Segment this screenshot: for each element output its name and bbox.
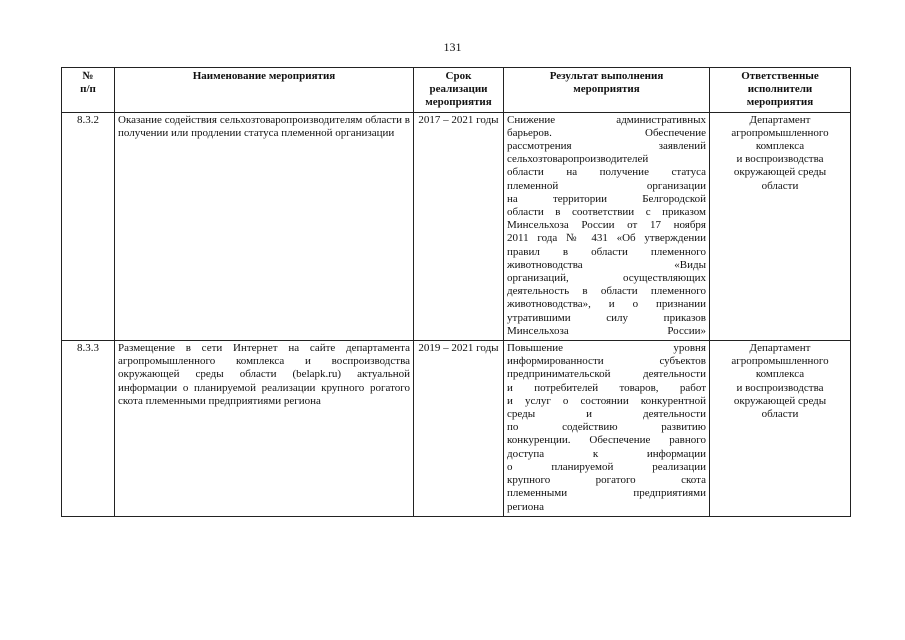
header-result-line: Результат выполнения — [549, 70, 664, 82]
table-row — [62, 341, 851, 517]
row-number: 8.3.2 — [62, 112, 115, 340]
page-number: 131 — [443, 40, 462, 54]
activity-responsible: Департамент агропромышленного комплекса и воспроизводства окружающей среды области — [710, 341, 851, 517]
header-term-line: реализации — [429, 83, 488, 96]
activity-result: Повышение уровня информированности субъектов предпринимательской деятельности и потребителей товаров, работ и услуг о состоянии конкурентной среды и деятельности по содействию развитию конкуренции. Обеспечение равного доступа к информации о планируемой реализации крупного рогатого скота племенными предприятиями региона — [504, 341, 710, 517]
header-responsible-line: исполнители — [747, 83, 813, 96]
header-term — [414, 68, 504, 113]
table-row — [62, 112, 851, 340]
activities-table — [61, 67, 851, 517]
header-num-line: № — [82, 70, 94, 82]
header-name-line: Наименование мероприятия — [192, 70, 336, 82]
activity-responsible: Департамент агропромышленного комплекса и воспроизводства окружающей среды области — [710, 112, 851, 340]
activity-result: Снижение административных барьеров. Обеспечение рассмотрения заявлений сельхозтоваропроизводителей области на получение статуса племенной организации на территории Белгородской области в соответствии с приказом Минсельхоза России от 17 ноября 2011 года № 431 «Об утверждении правил в области племенного животноводства «Виды организаций, осуществляющих деятельность в области племенного животноводства», и о признании утратившими силу приказов Минсельхоза России» — [504, 112, 710, 340]
header-responsible-line: Ответственные — [741, 70, 819, 82]
header-num-line: п/п — [80, 83, 96, 96]
header-term-line: мероприятия — [425, 96, 492, 109]
activity-term: 2017 – 2021 годы — [414, 112, 504, 340]
activity-name: Оказание содействия сельхозтоваропроизводителям области в получении или продлении статуса племенной организации — [115, 112, 414, 340]
table-header-row — [62, 68, 851, 113]
header-name — [115, 68, 414, 113]
header-term-line: Срок — [445, 70, 472, 82]
activity-term: 2019 – 2021 годы — [414, 341, 504, 517]
header-result-line: мероприятия — [573, 83, 640, 96]
header-num — [62, 68, 115, 113]
row-number: 8.3.3 — [62, 341, 115, 517]
activity-name: Размещение в сети Интернет на сайте департамента агропромышленного комплекса и воспроизводства окружающей среды области (belapk.ru) актуальной информации о планируемой реализации крупного рогатого скота племенными предприятиями региона — [115, 341, 414, 517]
header-responsible — [710, 68, 851, 113]
header-result — [504, 68, 710, 113]
header-responsible-line: мероприятия — [746, 96, 814, 109]
